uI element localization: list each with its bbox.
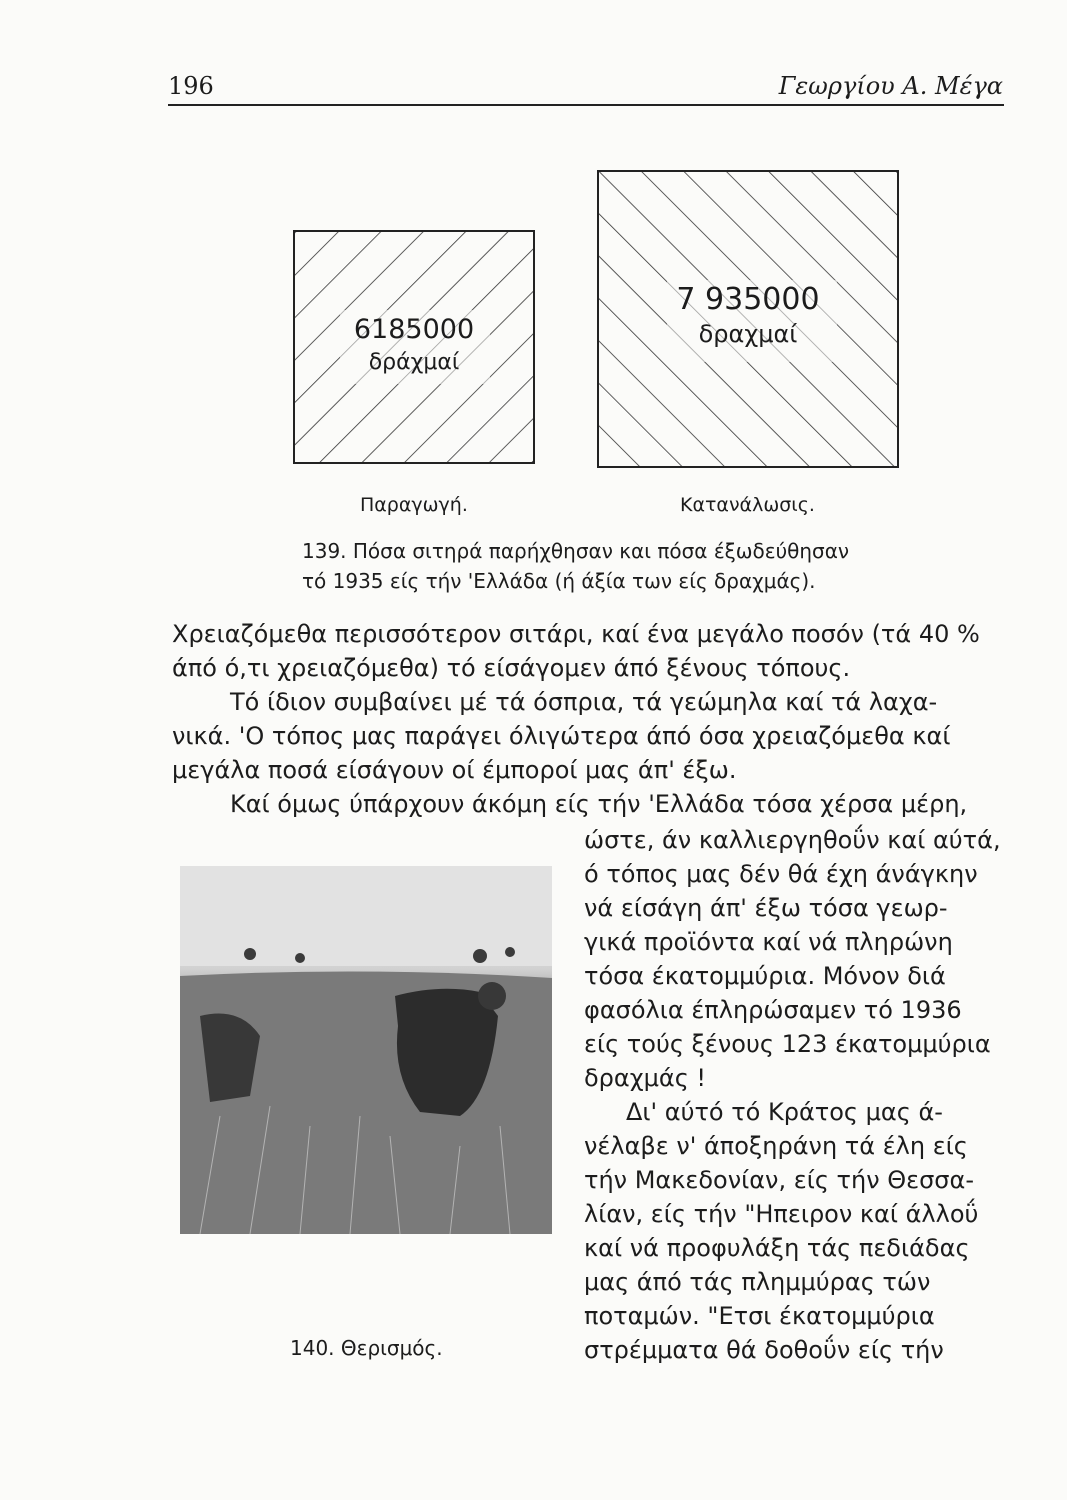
body-line: καί νά προφυλάξη τάς πεδιάδας — [584, 1234, 970, 1262]
figure-140-caption: 140. Θερισμός. — [290, 1336, 443, 1360]
production-unit: δράχμαί — [368, 350, 460, 375]
body-line: είς τούς ξένους 123 έκατομμύρια — [584, 1030, 991, 1058]
body-line: ώστε, άν καλλιεργηθοΰν καί αύτά, — [584, 826, 1001, 854]
harvest-scene-illustration — [180, 866, 552, 1234]
body-line: ό τόπος μας δέν θά έχη άνάγκην — [584, 860, 978, 888]
body-line: νά είσάγη άπ' έξω τόσα γεωρ- — [584, 894, 948, 922]
body-line: άπό ό,τι χρειαζόμεθα) τό είσάγομεν άπό ξένους τόπους. — [172, 654, 851, 682]
running-header-author: Γεωργίου Α. Μέγα — [778, 72, 1003, 100]
production-box — [293, 230, 535, 464]
body-line: Τό ίδιον συμβαίνει μέ τά όσπρια, τά γεώμηλα καί τά λαχα- — [230, 688, 938, 716]
hatch-pattern-backward — [599, 172, 897, 466]
body-line: δραχμάς ! — [584, 1064, 707, 1092]
production-label: Παραγωγή. — [360, 494, 468, 516]
body-line: Δι' αύτό τό Κράτος μας ά- — [626, 1098, 943, 1126]
header-rule — [168, 104, 1004, 106]
harvest-photo — [180, 866, 552, 1234]
body-line: ποταμών. "Ετσι έκατομμύρια — [584, 1302, 935, 1330]
body-line: τόσα έκατομμύρια. Μόνον διά — [584, 962, 946, 990]
body-line: νέλαβε ν' άποξηράνη τά έλη είς — [584, 1132, 968, 1160]
consumption-box — [597, 170, 899, 468]
consumption-unit: δραχμαί — [698, 320, 798, 348]
body-line: τήν Μακεδονίαν, είς τήν Θεσσα- — [584, 1166, 974, 1194]
consumption-label: Κατανάλωσις. — [680, 494, 815, 516]
body-line: Χρειαζόμεθα περισσότερον σιτάρι, καί ένα μεγάλο ποσόν (τά 40 % — [172, 620, 980, 648]
consumption-value: 7 935000 — [676, 282, 820, 317]
body-line: νικά. 'Ο τόπος μας παράγει όλιγώτερα άπό όσα χρειαζόμεθα καί — [172, 722, 951, 750]
figure-139-caption-line2: τό 1935 είς τήν 'Ελλάδα (ή άξία των είς δραχμάς). — [302, 569, 816, 593]
hatch-pattern-forward — [295, 232, 533, 462]
production-value: 6185000 — [353, 314, 475, 345]
figure-139-caption-line1: 139. Πόσα σιτηρά παρήχθησαν και πόσα έξωδεύθησαν — [302, 539, 850, 563]
body-line: μεγάλα ποσά είσάγουν οί έμποροί μας άπ' έξω. — [172, 756, 737, 784]
body-line: φασόλια έπληρώσαμεν τό 1936 — [584, 996, 962, 1024]
body-line: λίαν, είς τήν "Ηπειρον καί άλλοΰ — [584, 1200, 979, 1228]
body-line: γικά προϊόντα καί νά πληρώνη — [584, 928, 953, 956]
body-line: στρέμματα θά δοθοΰν είς τήν — [584, 1336, 944, 1364]
body-line: μας άπό τάς πλημμύρας τών — [584, 1268, 931, 1296]
page-number: 196 — [168, 72, 214, 100]
body-line: Καί όμως ύπάρχουν άκόμη είς τήν 'Ελλάδα τόσα χέρσα μέρη, — [230, 790, 968, 818]
